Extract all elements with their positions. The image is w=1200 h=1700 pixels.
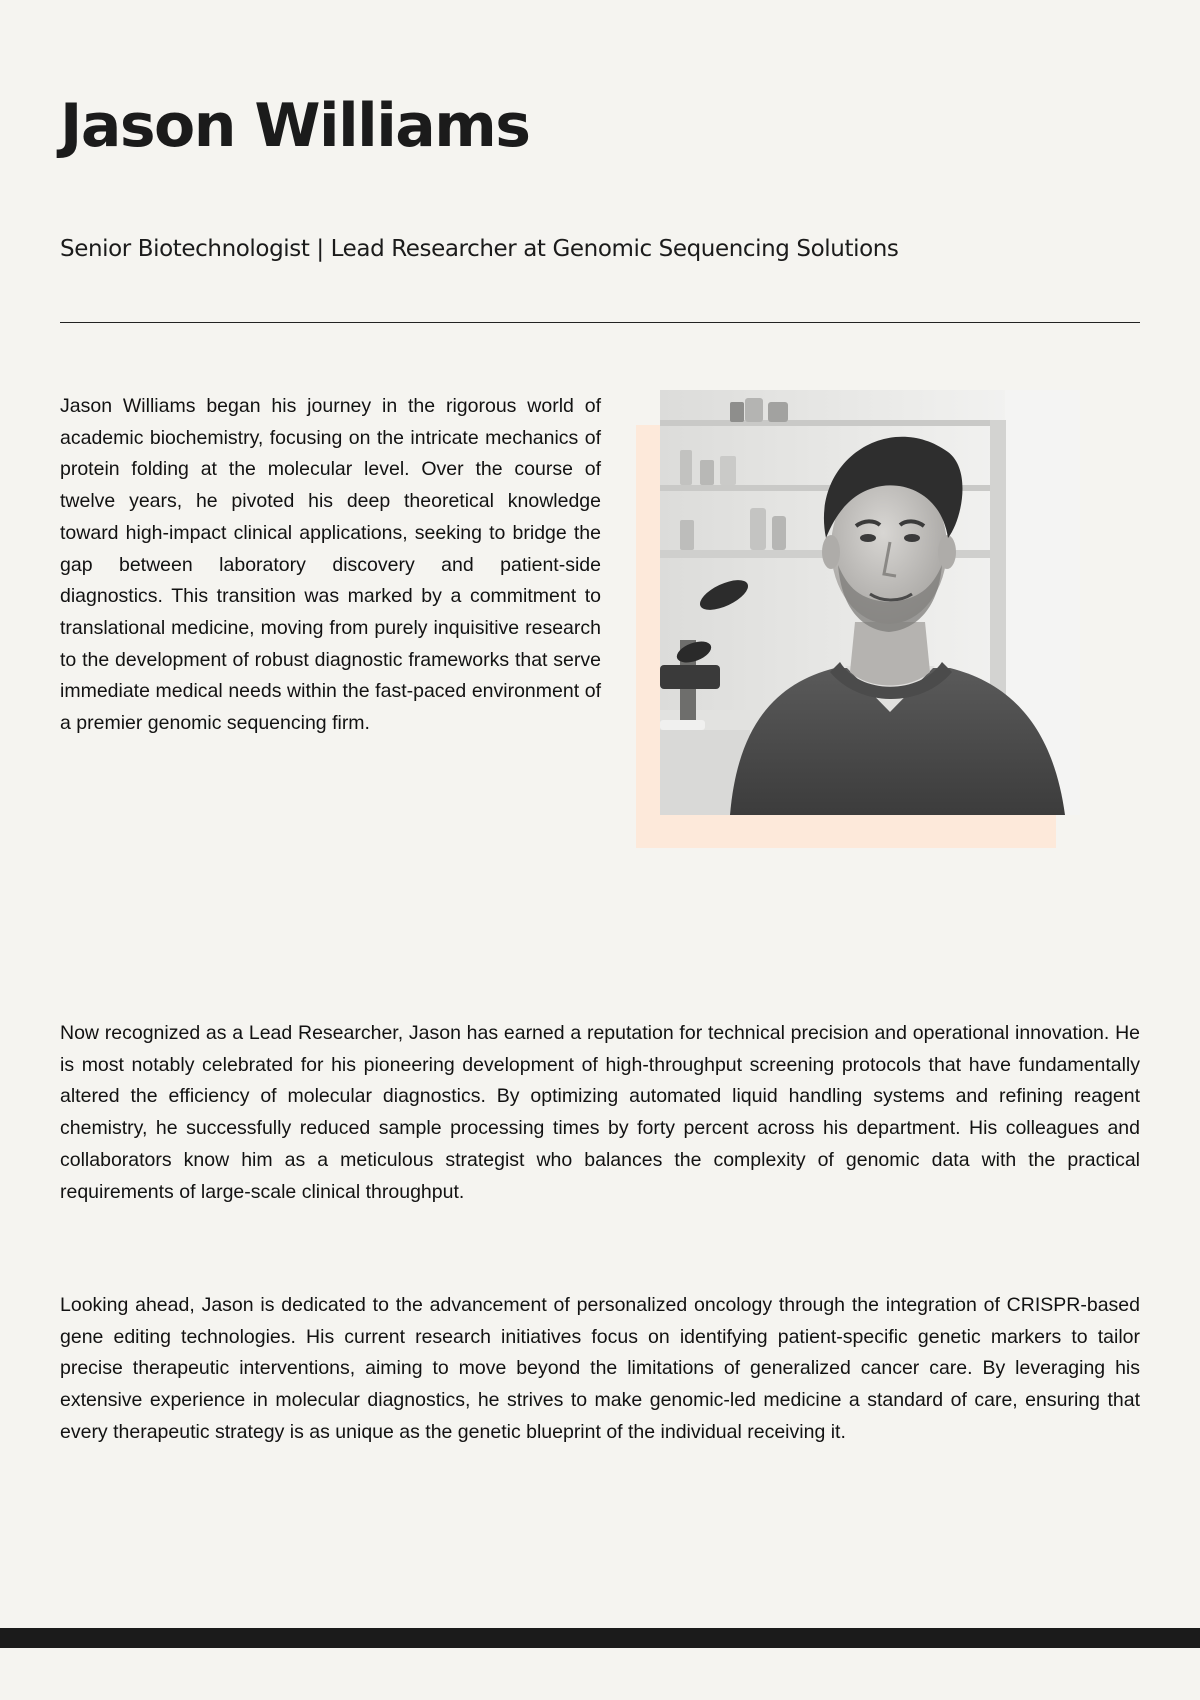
footer-bar: [0, 1628, 1200, 1648]
portrait-photo: [660, 390, 1080, 815]
job-subtitle: Senior Biotechnologist | Lead Researcher at Genomic Sequencing Solutions: [60, 236, 899, 262]
header-divider: [60, 322, 1140, 323]
page-title: Jason Williams: [60, 91, 530, 161]
bio-paragraph-future: Looking ahead, Jason is dedicated to the advancement of personalized oncology through the integration of CRISPR-based gene editing technologies. His current research initiatives focus on identifying patient-specific genetic markers to tailor precise therapeutic interventions, aiming to move beyond the limitations of generalized cancer care. By leveraging his extensive experience in molecular diagnostics, he strives to make genomic-led medicine a standard of care, ensuring that every therapeutic strategy is as unique as the genetic blueprint of the individual receiving it.: [60, 1294, 1140, 1443]
bio-paragraph-background: Jason Williams began his journey in the rigorous world of academic biochemistry, focusing on the intricate mechanics of protein folding at the molecular level. Over the course of twelve years, he pivoted his deep theoretical knowledge toward high-impact clinical applications, seeking to bridge the gap between laboratory discovery and patient-side diagnostics. This transition was marked by a commitment to translational medicine, moving from purely inquisitive research to the development of robust diagnostic frameworks that serve immediate medical needs within the fast-paced environment of a premier genomic sequencing firm.: [60, 395, 601, 735]
bio-paragraph-achievements: Now recognized as a Lead Researcher, Jason has earned a reputation for technical precision and operational innovation. He is most notably celebrated for his pioneering development of high-throughput screening protocols that have fundamentally altered the efficiency of molecular diagnostics. By optimizing automated liquid handling systems and refining reagent chemistry, he successfully reduced sample processing times by forty percent across his department. His colleagues and collaborators know him as a meticulous strategist who balances the complexity of genomic data with the practical requirements of large-scale clinical throughput.: [60, 1022, 1140, 1203]
portrait-illustration: [660, 390, 1080, 815]
